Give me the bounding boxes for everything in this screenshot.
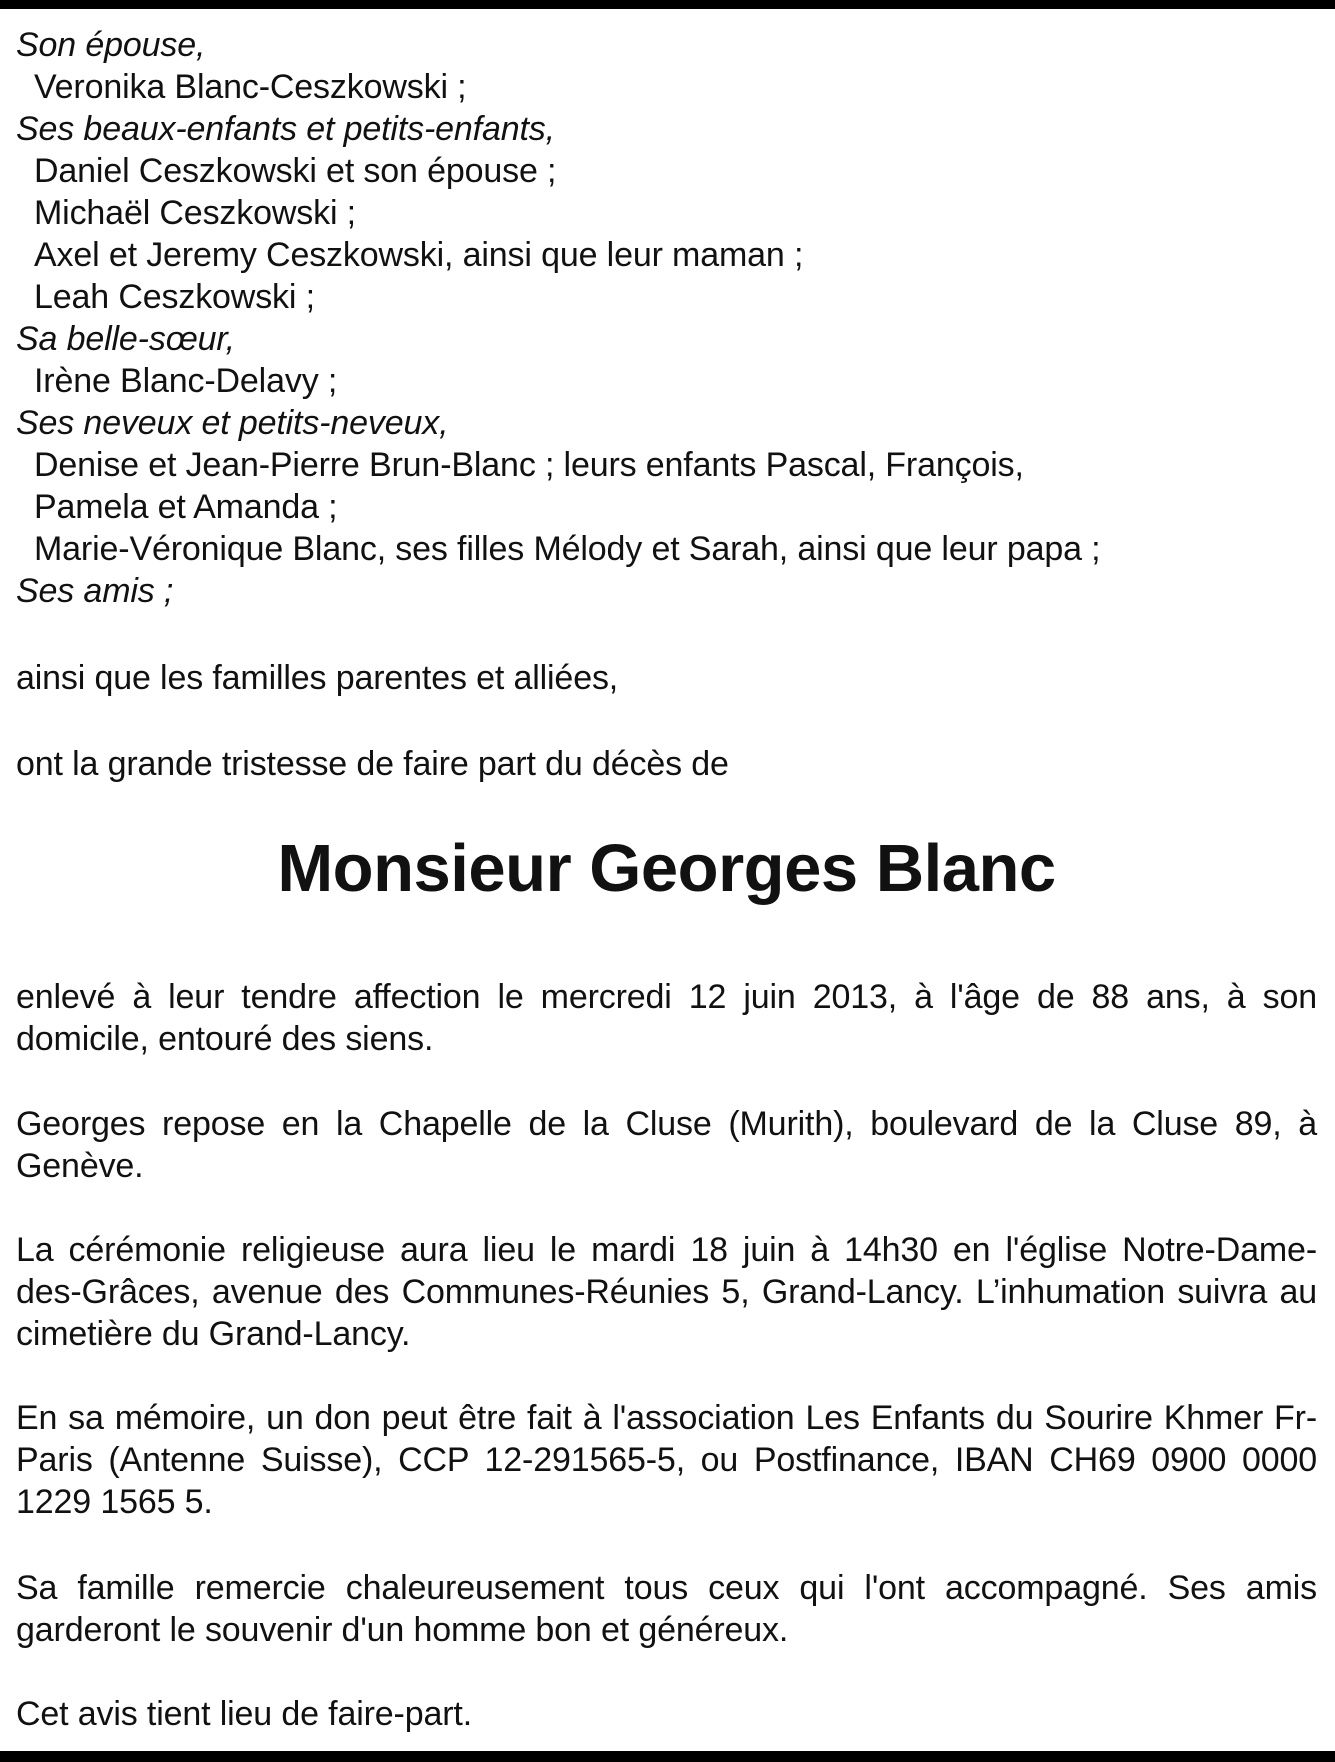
paragraph-line: En sa mémoire, un don peut être fait à l'association Les Enfants du Sourire Khmer Fr- — [16, 1399, 1317, 1437]
relative-name: Veronika Blanc-Ceszkowski ; — [34, 68, 467, 106]
paragraph-line: Georges repose en la Chapelle de la Cluse (Murith), boulevard de la Cluse 89, à — [16, 1105, 1317, 1143]
relative-name: Irène Blanc-Delavy ; — [34, 362, 338, 400]
paragraph-line: Genève. — [16, 1147, 144, 1185]
closing-line: Cet avis tient lieu de faire-part. — [16, 1695, 473, 1733]
donation-paragraph — [16, 1397, 1317, 1523]
relation-heading-stepchildren: Ses beaux-enfants et petits-enfants, — [16, 110, 555, 148]
relative-name: Marie-Véronique Blanc, ses filles Mélody et Sarah, ainsi que leur papa ; — [34, 530, 1101, 568]
relative-name: Denise et Jean-Pierre Brun-Blanc ; leurs enfants Pascal, François, — [34, 446, 1024, 484]
relation-heading-sister-in-law: Sa belle-sœur, — [16, 320, 235, 358]
paragraph-line: enlevé à leur tendre affection le mercredi 12 juin 2013, à l'âge de 88 ans, à son — [16, 978, 1317, 1016]
paragraph-line: La cérémonie religieuse aura lieu le mardi 18 juin à 14h30 en l'église Notre-Dame- — [16, 1231, 1317, 1269]
family-list — [16, 24, 1317, 612]
relative-name: Pamela et Amanda ; — [34, 488, 338, 526]
relative-name: Daniel Ceszkowski et son épouse ; — [34, 152, 557, 190]
deceased-name: Monsieur Georges Blanc — [277, 831, 1056, 906]
paragraph-line: garderont le souvenir d'un homme bon et généreux. — [16, 1611, 789, 1649]
paragraph-line: domicile, entouré des siens. — [16, 1020, 434, 1058]
relative-name: Michaël Ceszkowski ; — [34, 194, 356, 232]
paragraph-line: Sa famille remercie chaleureusement tous ceux qui l'ont accompagné. Ses amis — [16, 1569, 1317, 1607]
death-details-paragraph — [16, 976, 1317, 1060]
thanks-paragraph — [16, 1567, 1317, 1651]
relation-heading-friends: Ses amis ; — [16, 572, 174, 610]
notice-content — [16, 24, 1317, 1735]
relation-heading-nephews: Ses neveux et petits-neveux, — [16, 404, 449, 442]
relation-heading-spouse: Son épouse, — [16, 26, 206, 64]
top-rule — [0, 0, 1335, 9]
paragraph-line: des-Grâces, avenue des Communes-Réunies 5, Grand-Lancy. L’inhumation suivra au — [16, 1273, 1317, 1311]
relative-name: Leah Ceszkowski ; — [34, 278, 315, 316]
paragraph-line: Paris (Antenne Suisse), CCP 12-291565-5, ou Postfinance, IBAN CH69 0900 0000 — [16, 1441, 1317, 1479]
families-line: ainsi que les familles parentes et alliées, — [16, 659, 619, 697]
ceremony-paragraph — [16, 1229, 1317, 1355]
resting-place-paragraph — [16, 1103, 1317, 1187]
announcement-line: ont la grande tristesse de faire part du décès de — [16, 745, 729, 783]
paragraph-line: 1229 1565 5. — [16, 1483, 213, 1521]
relative-name: Axel et Jeremy Ceszkowski, ainsi que leur maman ; — [34, 236, 804, 274]
paragraph-line: cimetière du Grand-Lancy. — [16, 1315, 411, 1353]
bottom-rule — [0, 1751, 1335, 1762]
